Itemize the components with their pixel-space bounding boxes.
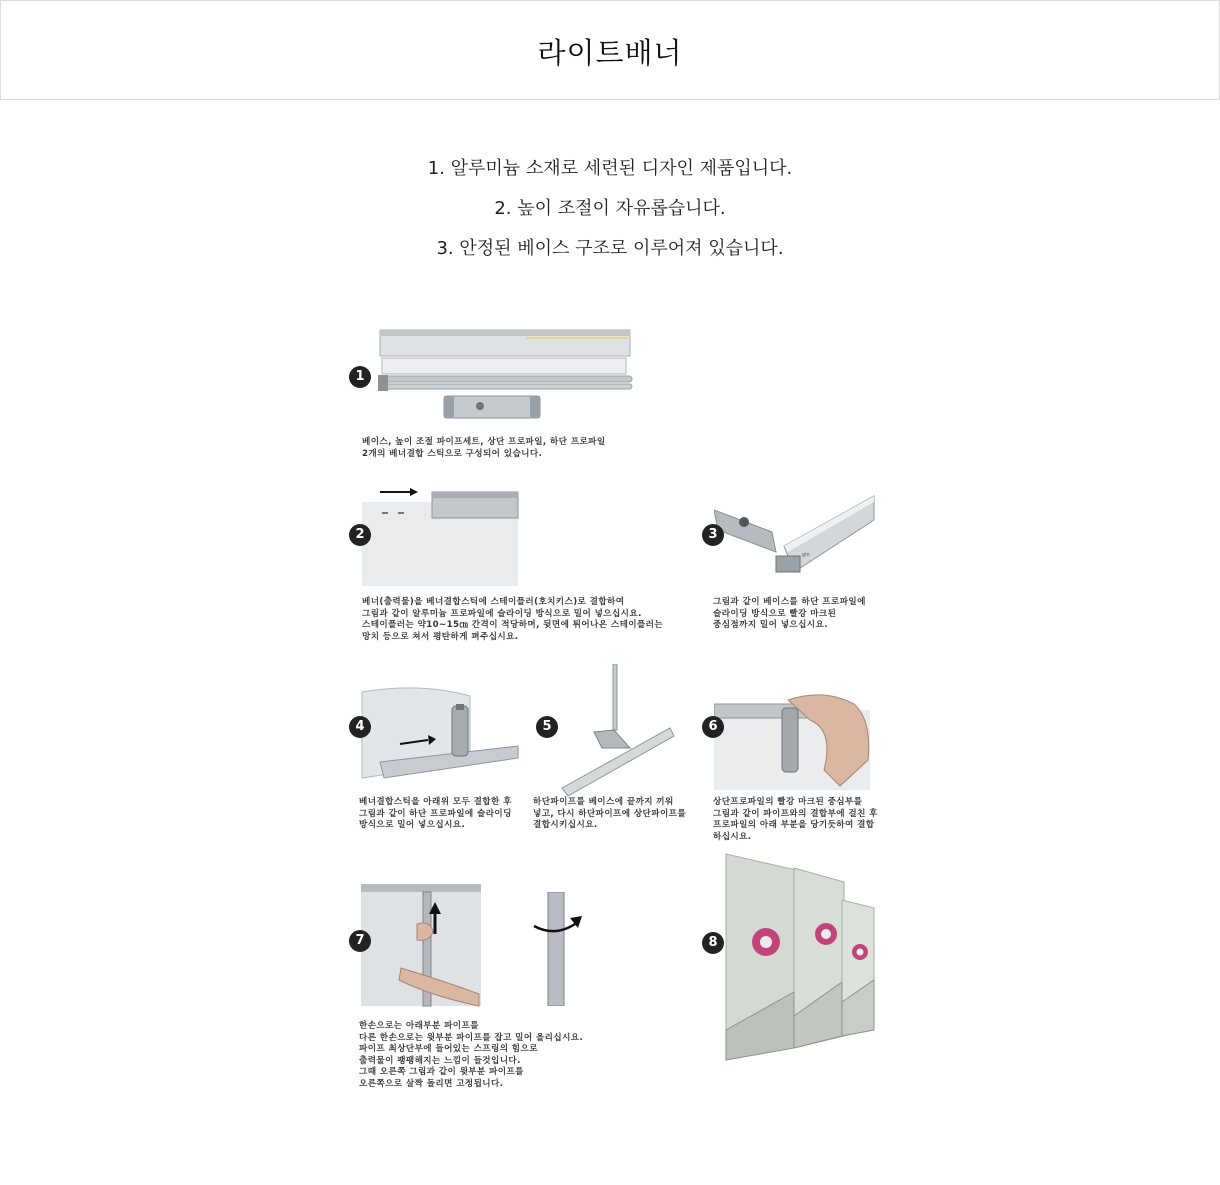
step-5-number: 5 [536, 716, 558, 738]
step-1-number: 1 [349, 366, 371, 388]
feature-item: 3. 안정된 베이스 구조로 이루어져 있습니다. [436, 238, 784, 259]
step-4-stick-slide-illustration [360, 682, 520, 782]
page-header [0, 0, 1220, 100]
feature-item: 1. 알루미늄 소재로 세련된 디자인 제품입니다. [427, 158, 793, 179]
step-3-caption: 그림과 같이 베이스를 하단 프로파일에 슬라이딩 방식으로 빨강 마크된 중심점까지 밀어 넣으십시요. [713, 597, 866, 631]
feature-list [0, 158, 1220, 278]
step-2-slide-banner-illustration [362, 484, 520, 586]
step-7-caption: 한손으로는 아래부분 파이프를 다른 한손으로는 윗부분 파이프를 잡고 밀어 올리십시요. 파이프 최상단부에 들어있는 스프링의 힘으로 출력물이 팽팽해지는 느낌이 들것입니다. 그때 오른쪽 그림과 같이 윗부분 파이프를 오른쪽으로 살짝 돌리면 고정됩니다. [359, 1021, 584, 1089]
step-5-caption: 하단파이프를 베이스에 끝까지 끼워 넣고, 다시 하단파이프에 상단파이프를 결합시키십시요. [533, 797, 687, 831]
step-4-caption: 베너결합스틱을 아래위 모두 결합한 후 그림과 같이 하단 프로파일에 슬라이딩 방식으로 밀어 넣으십시요. [359, 797, 512, 831]
step-1-caption: 베이스, 높이 조절 파이프세트, 상단 프로파일, 하단 프로파일 2개의 베너결합 스틱으로 구성되어 있습니다. [362, 437, 606, 459]
step-7-number: 7 [349, 930, 371, 952]
step-6-caption: 상단프로파일의 빨강 마크된 중심부를 그림과 같이 파이프와의 결합부에 걸친 후 프로파일의 아래 부분을 당기듯하여 결합 하십시요. [713, 797, 878, 842]
step-4-number: 4 [349, 716, 371, 738]
step-7-raise-pipe-illustration [361, 884, 483, 1008]
step-2-number: 2 [349, 524, 371, 546]
feature-item: 2. 높이 조절이 자유롭습니다. [494, 198, 726, 219]
page-title: 라이트배너 [537, 36, 683, 70]
step-8-finished-banners-illustration [722, 852, 878, 1064]
step-3-number: 3 [702, 524, 724, 546]
step-6-top-profile-illustration [714, 690, 872, 790]
step-3-base-slide-illustration [714, 494, 876, 580]
step-6-number: 6 [702, 716, 724, 738]
svg-text:gio: gio [802, 552, 810, 558]
step-2-caption: 베너(출력물)을 베너결합스틱에 스테이플러(호치키스)로 결합하여 그림과 같이 알루미늄 프로파일에 슬라이딩 방식으로 밀어 넣으십시요. 스테이플러는 약10~15㎝ 간격이 적당하며, 뒷면에 튀어나온 스테이플러는 망치 등으로 쳐서 평탄하게 펴주십시요. [362, 597, 664, 642]
step-8-number: 8 [702, 932, 724, 954]
step-5-pipe-insert-illustration [560, 664, 676, 798]
step-1-parts-illustration [376, 326, 638, 422]
step-7-rotate-pipe-illustration [532, 892, 586, 1006]
